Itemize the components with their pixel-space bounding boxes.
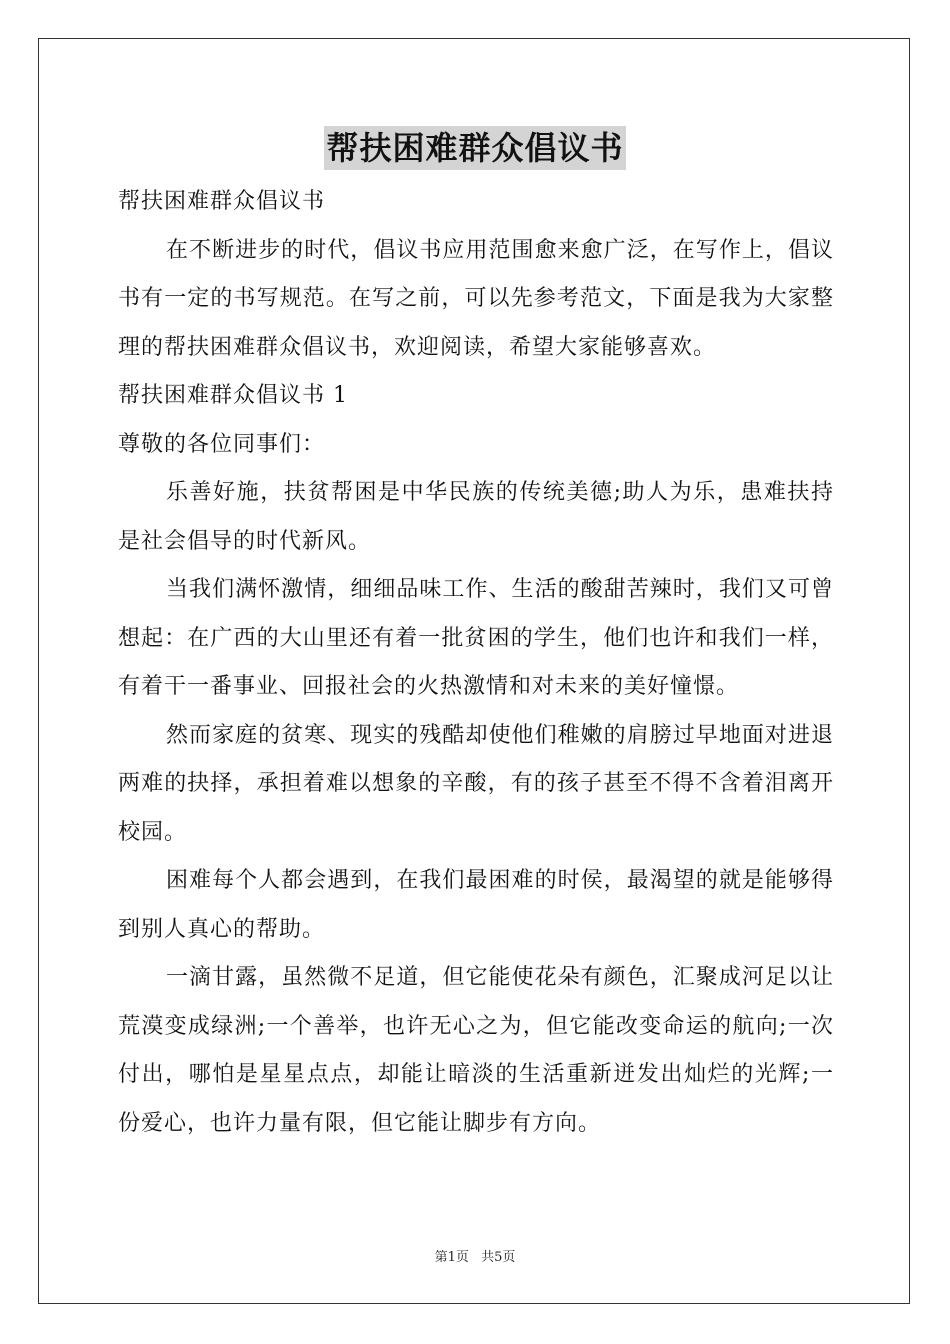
page-total: 共5页 (481, 1250, 516, 1265)
paragraph-subtitle: 帮扶困难群众倡议书 (118, 189, 326, 214)
paragraph-intro: 在不断进步的时代，倡议书应用范围愈来愈广泛，在写作上，倡议书有一定的书写规范。在写之前，可以先参考范文，下面是我为大家整理的帮扶困难群众倡议书，欢迎阅读，希望大家能够喜欢。 (118, 237, 834, 360)
paragraph-heading-1: 帮扶困难群众倡议书 1 (118, 383, 348, 408)
paragraph-body: 当我们满怀激情，细细品味工作、生活的酸甜苦辣时，我们又可曾想起：在广西的大山里还有着一批贫困的学生，他们也许和我们一样，有着干一番事业、回报社会的火热激情和对未来的美好憧憬。 (118, 577, 834, 699)
paragraph-body: 然而家庭的贫寒、现实的残酷却使他们稚嫩的肩膀过早地面对进退两难的抉择，承担着难以想象的辛酸，有的孩子甚至不得不含着泪离开校园。 (118, 722, 834, 845)
document-body (118, 178, 834, 1148)
paragraph-body: 乐善好施，扶贫帮困是中华民族的传统美德;助人为乐，患难扶持是社会倡导的时代新风。 (118, 480, 834, 554)
page-number: 第1页 (434, 1250, 469, 1265)
page-footer (0, 1246, 950, 1265)
title-container (0, 126, 950, 170)
paragraph-salutation: 尊敬的各位同事们： (118, 431, 326, 457)
document-title: 帮扶困难群众倡议书 (324, 126, 625, 170)
paragraph-body: 困难每个人都会遇到，在我们最困难的时侯，最渴望的就是能够得到别人真心的帮助。 (118, 868, 834, 942)
paragraph-body: 一滴甘露，虽然微不足道，但它能使花朵有颜色，汇聚成河足以让荒漠变成绿洲;一个善举，也许无心之为，但它能改变命运的航向;一次付出，哪怕是星星点点，却能让暗淡的生活重新迸发出灿烂的光辉;一份爱心，也许力量有限，但它能让脚步有方向。 (118, 965, 834, 1136)
